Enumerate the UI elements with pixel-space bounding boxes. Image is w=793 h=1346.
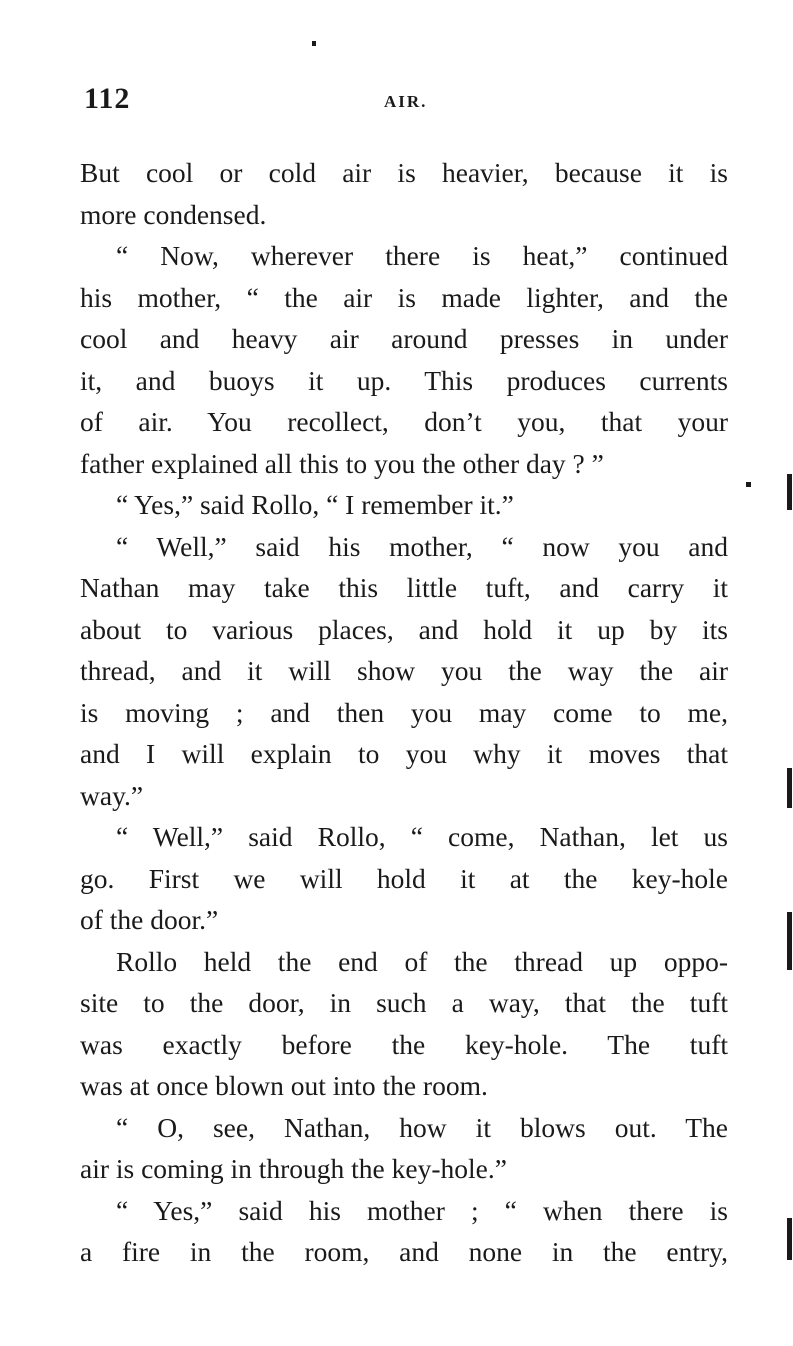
text-line: But cool or cold air is heavier, because it is <box>80 157 728 188</box>
text-line: way.” <box>80 779 144 811</box>
text-line: Nathan may take this little tuft, and carry it <box>80 572 728 603</box>
body-text <box>80 152 728 1273</box>
page-header <box>84 82 732 122</box>
text-line: site to the door, in such a way, that the tuft <box>80 987 728 1018</box>
text-line: thread, and it will show you the way the air <box>80 655 728 686</box>
text-line: “ Well,” said Rollo, “ come, Nathan, let us <box>116 821 728 852</box>
text-line: was exactly before the key-hole. The tuft <box>80 1028 728 1060</box>
text-line: more condensed. <box>80 198 267 230</box>
text-line: his mother, “ the air is made lighter, and the <box>80 281 728 313</box>
running-head: AIR. <box>384 92 428 111</box>
text-line: “ Well,” said his mother, “ now you and <box>116 530 728 562</box>
page-number: 112 <box>84 82 131 115</box>
scan-speck <box>312 41 316 46</box>
text-line: “ Now, wherever there is heat,” continued <box>116 240 728 271</box>
scan-edge-mark <box>787 912 792 970</box>
text-line: and I will explain to you why it moves that <box>80 738 728 769</box>
text-line: cool and heavy air around presses in under <box>80 323 728 354</box>
scan-edge-mark <box>787 768 792 808</box>
text-line: Rollo held the end of the thread up oppo- <box>116 945 728 977</box>
text-line: of air. You recollect, don’t you, that your <box>80 406 728 437</box>
scan-edge-mark <box>787 474 792 510</box>
scan-speck <box>746 482 751 487</box>
text-line: air is coming in through the key-hole.” <box>80 1153 507 1184</box>
text-line: a fire in the room, and none in the entry, <box>80 1236 728 1267</box>
text-line: “ Yes,” said Rollo, “ I remember it.” <box>116 489 514 520</box>
text-line: about to various places, and hold it up by its <box>80 613 728 645</box>
text-line: “ O, see, Nathan, how it blows out. The <box>116 1111 728 1143</box>
text-line: it, and buoys it up. This produces currents <box>80 364 728 396</box>
text-line: “ Yes,” said his mother ; “ when there is <box>116 1194 728 1226</box>
text-line: of the door.” <box>80 904 219 935</box>
text-line: father explained all this to you the other day ? ” <box>80 447 604 479</box>
scan-edge-mark <box>787 1218 792 1260</box>
text-line: go. First we will hold it at the key-hole <box>80 862 728 894</box>
text-line: is moving ; and then you may come to me, <box>80 696 728 728</box>
text-line: was at once blown out into the room. <box>80 1070 488 1101</box>
